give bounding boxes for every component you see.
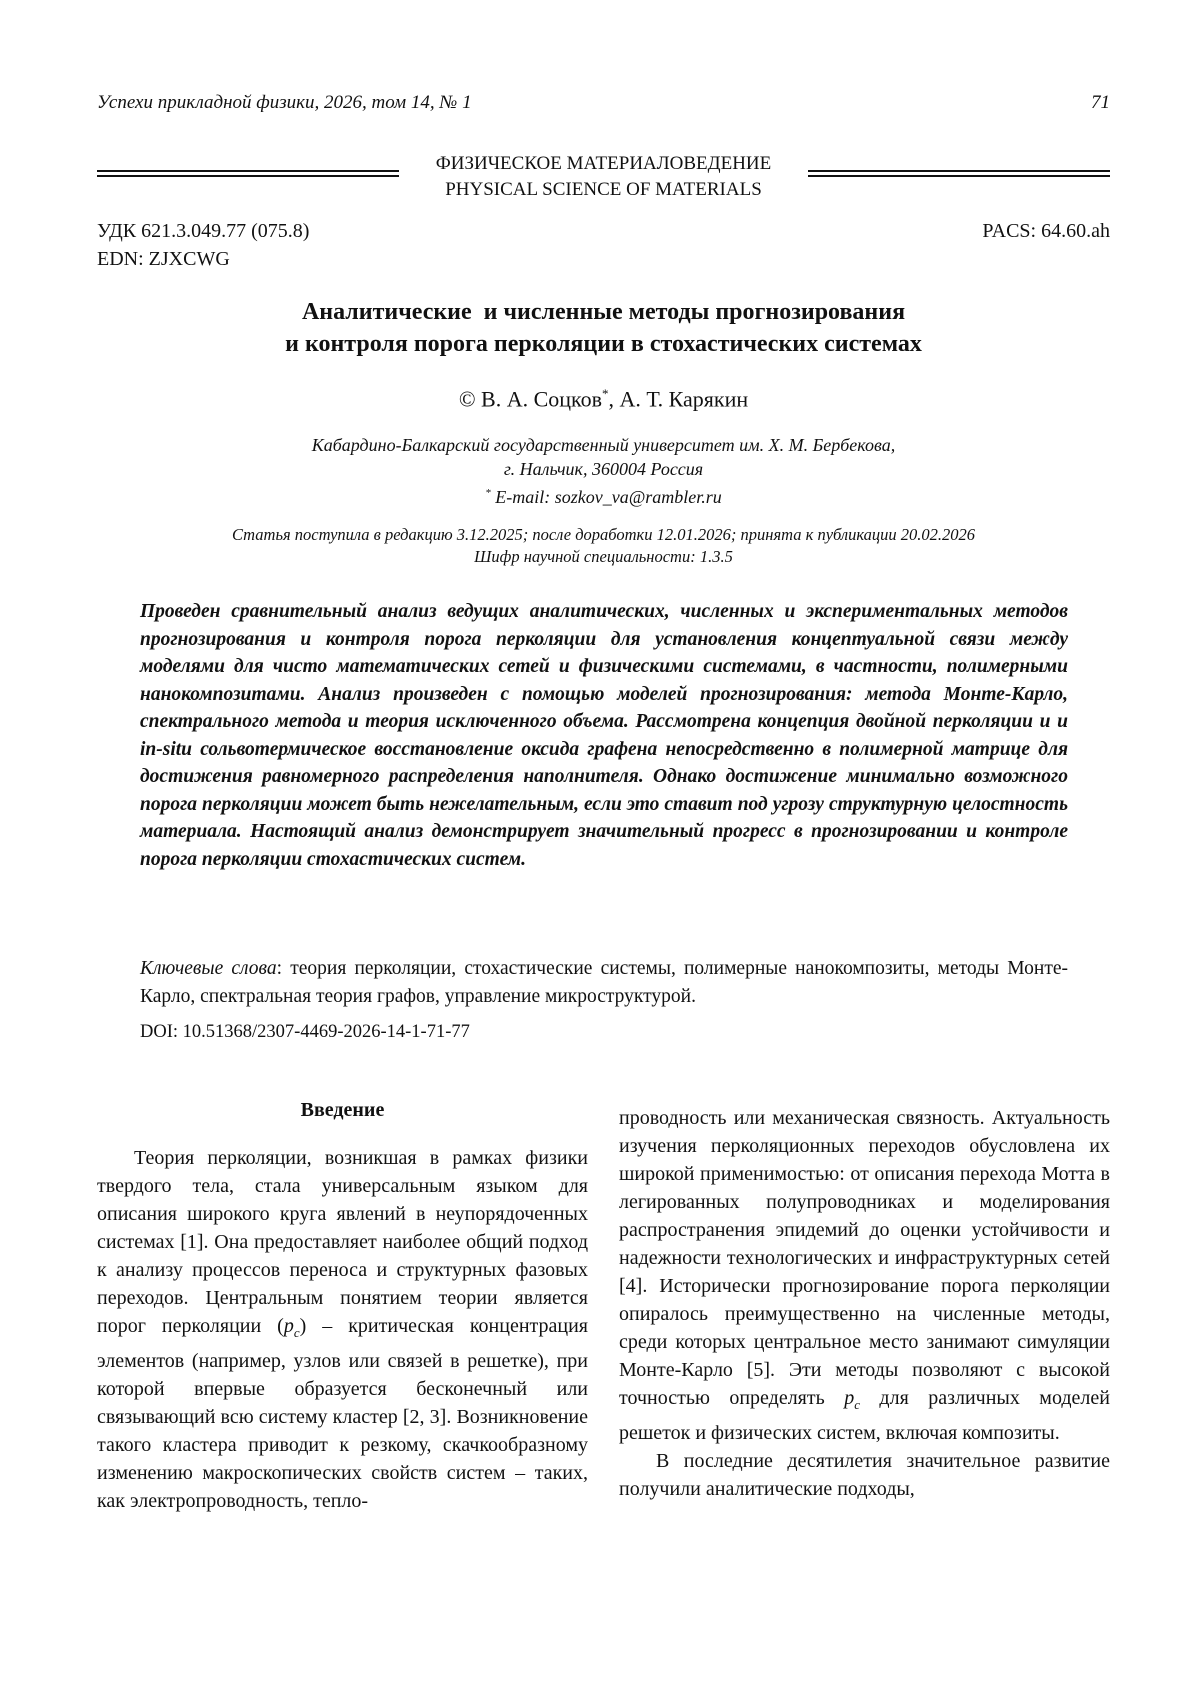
authors bbox=[97, 386, 1110, 412]
intro-text-b: ) – критическая концентрация элементов (например, узлов или связей в решетке), при которой впервые образуется бесконечный или связывающий всю систему кластер [2, 3]. Возникновение такого кластера приводит к резкому, скачкообразному изменению макроскопических свойств систем – таких, как электропроводность, тепло- bbox=[97, 1315, 589, 1512]
affiliation-line-1: Кабардино-Балкарский государственный университет им. Х. М. Бербекова, bbox=[311, 435, 896, 455]
body-column-left bbox=[97, 1096, 588, 1515]
body-column-right bbox=[619, 1104, 1110, 1503]
classification-codes bbox=[97, 217, 309, 273]
running-head bbox=[97, 92, 1110, 114]
email-text: E-mail: sozkov_va@rambler.ru bbox=[490, 487, 722, 507]
journal-citation: Успехи прикладной физики, 2026, том 14, № 1 bbox=[97, 92, 472, 113]
affiliation bbox=[97, 433, 1110, 509]
pc-symbol: p bbox=[283, 1315, 294, 1337]
intro-paragraph-1 bbox=[97, 1144, 588, 1515]
udk-code: УДК 621.3.049.77 (075.8) bbox=[97, 220, 310, 242]
email-mark: * bbox=[485, 487, 491, 499]
corresponding-mark: * bbox=[602, 386, 609, 401]
double-rule-left bbox=[97, 170, 399, 177]
pc-subscript-2: c bbox=[854, 1397, 860, 1412]
received-dates: Статья поступила в редакцию 3.12.2025; после доработки 12.01.2026; принята к публикации 20.02.2026 bbox=[231, 525, 976, 544]
doi: DOI: 10.51368/2307-4469-2026-14-1-71-77 bbox=[140, 1022, 470, 1042]
double-rule-right bbox=[808, 170, 1110, 177]
page-number: 71 bbox=[1091, 92, 1110, 113]
title-line-2: и контроля порога перколяции в стохастических системах bbox=[285, 331, 922, 357]
section-title-ru: ФИЗИЧЕСКОЕ МАТЕРИАЛОВЕДЕНИЕ bbox=[435, 153, 772, 174]
title-line-1: Аналитические и численные методы прогнозирования bbox=[301, 299, 906, 325]
pc-symbol-2: p bbox=[844, 1387, 855, 1409]
article-title bbox=[97, 296, 1110, 360]
pacs-code: PACS: 64.60.ah bbox=[982, 220, 1110, 242]
abstract: Проведен сравнительный анализ ведущих аналитических, численных и экспериментальных методов прогнозирования и контроля порога перколяции для установления концептуальной связи между моделями для чисто математических сетей и физическими системами, в частности, полимерными нанокомпозитами. Анализ произведен с помощью моделей прогнозирования: метода Монте-Карло, спектрального метода и теория исключенного объема. Рассмотрена концепция двойной перколяции и и in-situ сольвотермическое восстановление оксида графена непосредственно в полимерной матрице для достижения равномерного распределения наполнителя. Однако достижение минимально возможного порога перколяции может быть нежелательным, если это ставит под угрозу структурную целостность материала. Настоящий анализ демонстрирует значительный прогресс в прогнозировании и контроле порога перколяции стохастических систем. bbox=[140, 601, 1068, 870]
author-secondary: , А. Т. Карякин bbox=[608, 386, 749, 412]
section-title-en: PHYSICAL SCIENCE OF MATERIALS bbox=[445, 179, 762, 200]
section-band bbox=[97, 151, 1110, 205]
section-title bbox=[399, 151, 808, 203]
author-primary: © В. А. Соцков bbox=[458, 386, 603, 412]
publication-dates bbox=[97, 524, 1110, 568]
continued-text-a: проводность или механическая связность. Актуальность изучения перколяционных переходов обусловлена их широкой применимостью: от описания перехода Мотта в легированных полупроводниках и моделирования распространения эпидемий до оценки устойчивости и надежности технологических и инфраструктурных сетей [4]. Исторически прогнозирование порога перколяции опиралось преимущественно на численные методы, среди которых центральное место занимают симуляции Монте-Карло [5]. Эти методы позволяют с высокой точностью определять bbox=[619, 1107, 1110, 1409]
edn-code: EDN: ZJXCWG bbox=[97, 248, 230, 270]
intro-heading: Введение bbox=[300, 1099, 385, 1121]
keywords bbox=[140, 955, 1068, 1010]
intro-text-a: Теория перколяции, возникшая в рамках физики твердого тела, стала универсальным языком для описания широкого круга явлений в неупорядоченных системах [1]. Она предоставляет наиболее общий подход к анализу процессов переноса и структурных фазовых переходов. Центральным понятием теории является порог перколяции ( bbox=[97, 1147, 588, 1337]
affiliation-email bbox=[97, 481, 1110, 509]
affiliation-line-2: г. Нальчик, 360004 Россия bbox=[503, 459, 704, 479]
intro-paragraph-1-continued bbox=[619, 1104, 1110, 1447]
keywords-label: Ключевые слова bbox=[140, 958, 277, 979]
specialty-code: Шифр научной специальности: 1.3.5 bbox=[474, 547, 733, 566]
continued-text-b: для различных моделей решеток и физических систем, включая композиты. bbox=[619, 1387, 1110, 1444]
pc-subscript: c bbox=[293, 1325, 300, 1340]
intro-paragraph-2: В последние десятилетия значительное развитие получили аналитические подходы, bbox=[619, 1450, 1110, 1500]
keywords-text: : теория перколяции, стохастические системы, полимерные нанокомпозиты, методы Монте-Карло, спектральная теория графов, управление микроструктурой. bbox=[140, 958, 1068, 1007]
